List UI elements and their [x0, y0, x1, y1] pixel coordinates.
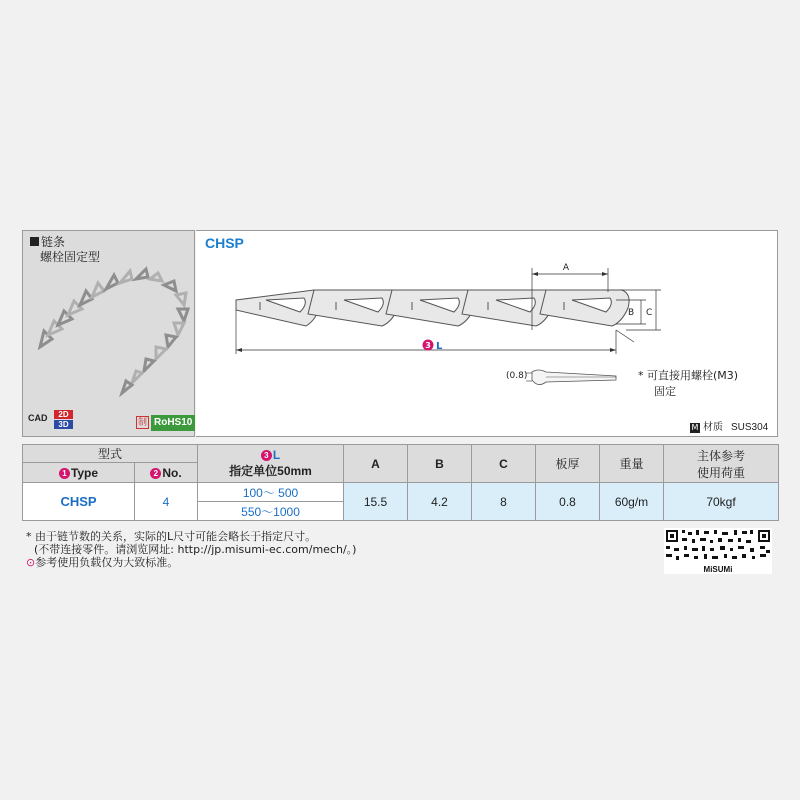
l-range-cell[interactable]: 550～1000	[198, 502, 344, 521]
chain-link	[386, 290, 475, 326]
no-number-icon: 2	[150, 468, 161, 479]
qr-brand-label: MiSUMi	[703, 565, 733, 574]
pin-dim-label: (0.8)	[506, 371, 528, 381]
type-cell: CHSP	[23, 483, 135, 521]
bolt-note: * 可直接用螺栓(M3) 固定	[638, 369, 739, 398]
material-info: M 材质 SUS304	[691, 422, 769, 433]
c-header: C	[472, 445, 536, 483]
square-bullet-icon	[30, 237, 39, 246]
dim-l-label: L	[436, 341, 443, 352]
l-number-icon: 3	[261, 450, 272, 461]
l-range-cell[interactable]: 100～ 500	[198, 483, 344, 502]
svg-text:3: 3	[425, 341, 431, 350]
material-icon: M	[691, 423, 699, 432]
footnote-3: ⊙参考使用负载仅为大致标准。	[26, 556, 179, 569]
no-header: 2 No.	[135, 463, 198, 483]
footnote-1: * 由于链节数的关系，实际的L尺寸可能会略长于指定尺寸。	[26, 530, 317, 543]
b-cell: 4.2	[408, 483, 472, 521]
warning-icon: ⊙	[26, 556, 36, 569]
table-row	[23, 483, 779, 502]
cad-badge[interactable]: CAD 2D 3D	[28, 413, 48, 423]
load-header: 主体参考 使用荷重	[664, 445, 779, 483]
category-subtitle: 螺栓固定型	[40, 250, 101, 264]
weight-header: 重量	[600, 445, 664, 483]
b-header: B	[408, 445, 472, 483]
rohs-badge: RoHS10	[151, 415, 195, 431]
chain-link	[308, 290, 399, 326]
type-group-header: 型式	[23, 445, 198, 463]
a-header: A	[344, 445, 408, 483]
type-header: 1 Type	[23, 463, 135, 483]
thickness-cell: 0.8	[536, 483, 600, 521]
chain-link	[236, 290, 321, 326]
category-title: 链条	[30, 235, 65, 249]
thickness-header: 板厚	[536, 445, 600, 483]
chain-link	[462, 290, 553, 326]
a-cell: 15.5	[344, 483, 408, 521]
type-number-icon: 1	[59, 468, 70, 479]
no-cell: 4	[135, 483, 198, 521]
chain-photo	[30, 265, 195, 405]
manufacture-badge: 制	[137, 418, 147, 428]
footnote-2: (不带连接零件。请浏览网址: http://jp.misumi-ec.com/mech/。)	[34, 543, 357, 556]
product-code-title: CHSP	[205, 235, 244, 251]
l-header: 3 L 指定单位50mm	[198, 445, 344, 483]
chain-link	[540, 290, 629, 326]
dim-a-label: A	[562, 263, 570, 273]
cad-2d-badge[interactable]: 2D	[54, 410, 73, 419]
cad-3d-badge[interactable]: 3D	[54, 420, 73, 429]
chain-dimension-drawing	[196, 230, 778, 437]
spec-table	[22, 444, 779, 521]
load-cell: 70kgf	[664, 483, 779, 521]
c-cell: 8	[472, 483, 536, 521]
dim-c-label: C	[646, 308, 653, 318]
qr-code[interactable]	[664, 528, 772, 574]
weight-cell: 60g/m	[600, 483, 664, 521]
dim-b-label: B	[628, 308, 635, 318]
